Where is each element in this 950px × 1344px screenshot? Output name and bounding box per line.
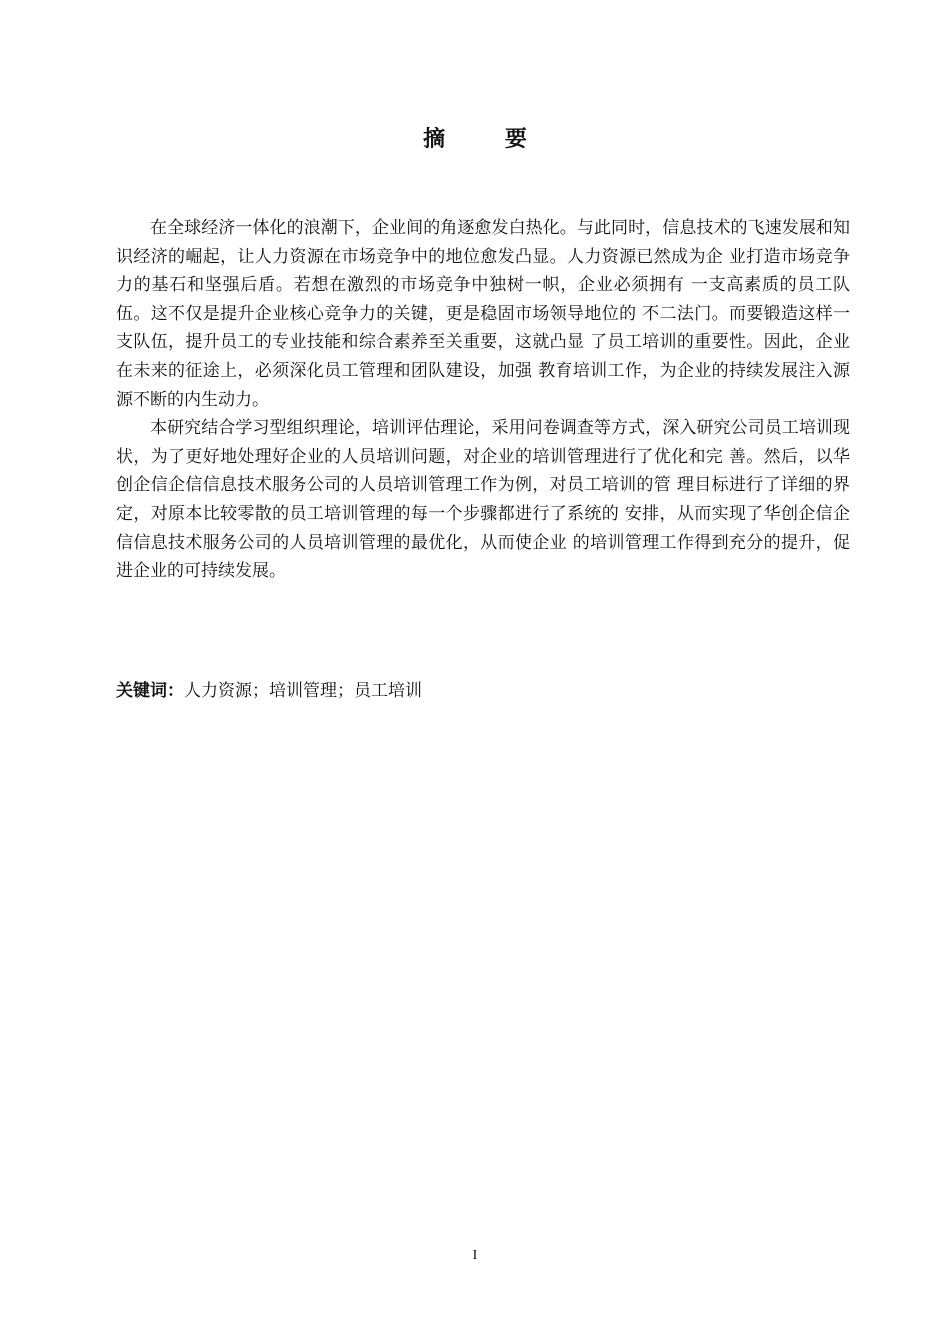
keywords-value: 人力资源；培训管理；员工培训 <box>184 681 422 701</box>
page-number: I <box>472 1248 478 1263</box>
abstract-body <box>116 214 850 586</box>
keywords-label: 关键词： <box>116 681 184 701</box>
abstract-title: 摘 要 <box>423 127 553 152</box>
abstract-paragraph-2: 本研究结合学习型组织理论，培训评估理论，采用问卷调查等方式，深入研究公司员工培训现状，为了更好地处理好企业的人员培训问题，对企业的培训管理进行了优化和完 善。然后，以华创企信企信信息技术服务公司的人员培训管理工作为例，对员工培训的管 理目标进行了详细的界定，对原本比较零散的员工培训管理的每一个步骤都进行了系统的 安排，从而实现了华创企信企信信息技术服务公司的人员培训管理的最优化，从而使企业 的培训管理工作得到充分的提升，促进企业的可持续发展。 <box>116 418 850 582</box>
abstract-paragraph-1: 在全球经济一体化的浪潮下，企业间的角逐愈发白热化。与此同时，信息技术的飞速发展和知识经济的崛起，让人力资源在市场竞争中的地位愈发凸显。人力资源已然成为企 业打造市场竞争力的基石和坚强后盾。若想在激烈的市场竞争中独树一帜，企业必须拥有 一支高素质的员工队伍。这不仅是提升企业核心竞争力的关键，更是稳固市场领导地位的 不二法门。而要锻造这样一支队伍，提升员工的专业技能和综合素养至关重要，这就凸显 了员工培训的重要性。因此，企业在未来的征途上，必须深化员工管理和团队建设，加强 教育培训工作，为企业的持续发展注入源源不断的内生动力。 <box>116 218 850 410</box>
keywords-line <box>116 679 422 703</box>
